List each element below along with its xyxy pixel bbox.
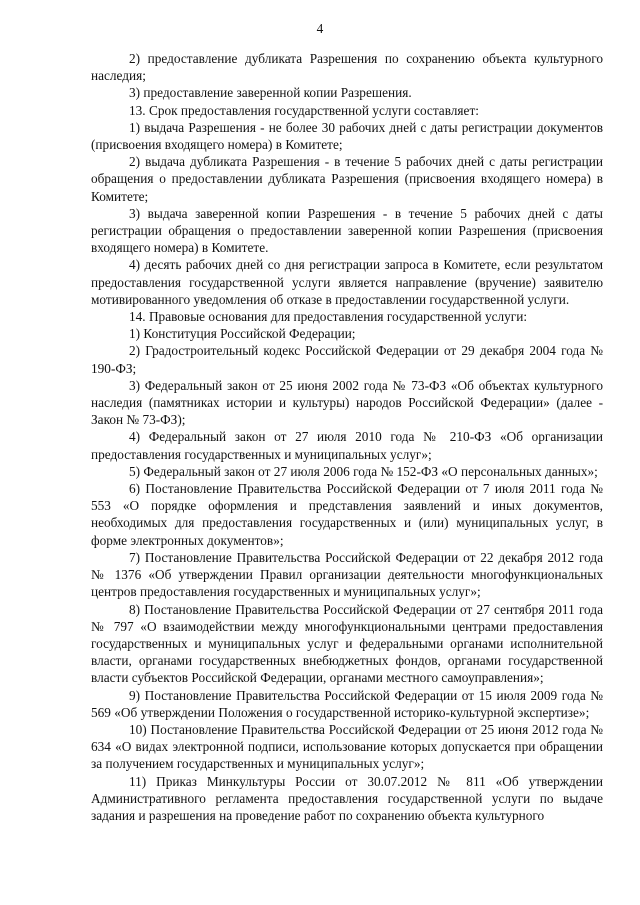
section-heading: 13. Срок предоставления государственной услуги составляет: bbox=[129, 102, 479, 118]
paragraph: 5) Федеральный закон от 27 июля 2006 года № 152-ФЗ «О персональных данных»; bbox=[129, 463, 598, 479]
paragraph: 11) Приказ Минкультуры России от 30.07.2012 № 811 «Об утверждении Административного регламента предоставления государственной услуги по выдаче задания и разрешения на проведение работ по сохранению объекта культурного bbox=[91, 773, 603, 823]
paragraph: 7) Постановление Правительства Российской Федерации от 22 декабря 2012 года № 1376 «Об утверждении Правил организации деятельности многофункциональных центров предоставления государственных и муниципальных услуг»; bbox=[91, 549, 603, 600]
paragraph: 2) Градостроительный кодекс Российской Федерации от 29 декабря 2004 года № 190-ФЗ; bbox=[91, 343, 603, 376]
paragraph: 3) выдача заверенной копии Разрешения - в течение 5 рабочих дней с даты регистрации обращения о предоставлении заверенной копии Разрешения (присвоения входящего номера) в Комитете. bbox=[91, 205, 603, 256]
paragraph: 4) Федеральный закон от 27 июля 2010 года № 210-ФЗ «Об организации предоставления государственных и муниципальных услуг»; bbox=[91, 429, 603, 462]
paragraph: 2) выдача дубликата Разрешения - в течение 5 рабочих дней с даты регистрации обращения о предоставлении дубликата Разрешения (присвоения входящего номера) в Комитете; bbox=[91, 154, 603, 204]
paragraph: 2) предоставление дубликата Разрешения по сохранению объекта культурного наследия; bbox=[91, 51, 603, 84]
page-number: 4 bbox=[316, 21, 324, 36]
paragraph: 8) Постановление Правительства Российской Федерации от 27 сентября 2011 года № 797 «О взаимодействии между многофункциональными центрами предоставления государственных и муниципальных услуг и федеральными органами исполнительной власти, органами государственных внебюджетных фондов, органами государственной власти субъектов Российской Федерации, органами местного самоуправления»; bbox=[91, 601, 603, 686]
paragraph: 1) Конституция Российской Федерации; bbox=[129, 326, 356, 342]
document-body bbox=[91, 50, 603, 824]
paragraph: 1) выдача Разрешения - не более 30 рабочих дней с даты регистрации документов (присвоения входящего номера) в Комитете; bbox=[91, 119, 603, 153]
paragraph: 3) Федеральный закон от 25 июня 2002 года № 73-ФЗ «Об объектах культурного наследия (памятниках истории и культуры) народов Российской Федерации» (далее - Закон № 73-ФЗ); bbox=[91, 377, 603, 428]
section-heading: 14. Правовые основания для предоставления государственной услуги: bbox=[129, 309, 528, 325]
paragraph: 9) Постановление Правительства Российской Федерации от 15 июля 2009 года № 569 «Об утверждении Положения о государственной историко-культурной экспертизе»; bbox=[91, 687, 603, 720]
paragraph: 3) предоставление заверенной копии Разрешения. bbox=[129, 85, 412, 101]
paragraph: 10) Постановление Правительства Российской Федерации от 25 июня 2012 года № 634 «О видах электронной подписи, использование которых допускается при обращении за получением государственных и муниципальных услуг»; bbox=[91, 721, 603, 772]
paragraph: 6) Постановление Правительства Российской Федерации от 7 июля 2011 года № 553 «О порядке оформления и представления заявлений и иных документов, необходимых для предоставления государственных и (или) муниципальных услуг, в форме электронных документов»; bbox=[91, 481, 603, 548]
paragraph: 4) десять рабочих дней со дня регистрации запроса в Комитете, если результатом предоставления государственной услуги является направление (вручение) заявителю мотивированного уведомления об отказе в предоставлении государственной услуги. bbox=[91, 257, 603, 307]
